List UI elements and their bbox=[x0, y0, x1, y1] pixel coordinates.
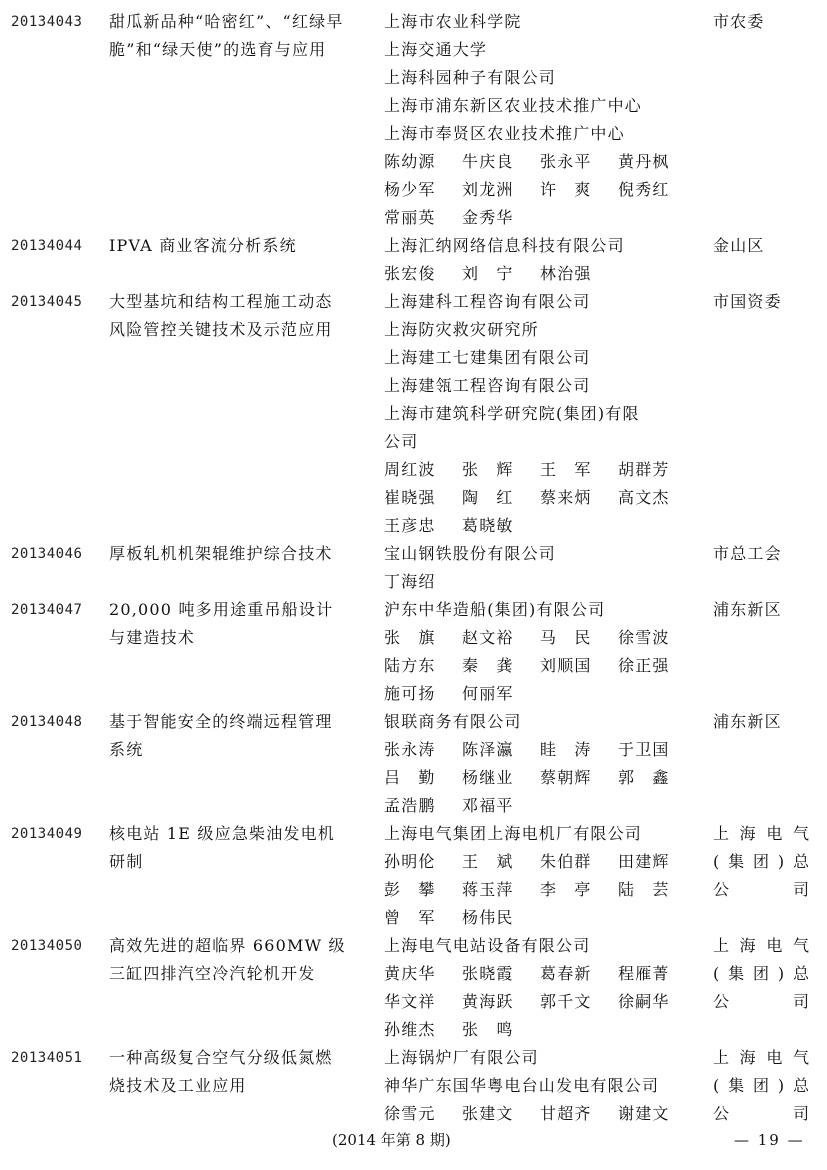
person-name: 徐雪元 bbox=[384, 1104, 436, 1123]
unit-name: 宝山钢铁股份有限公司 bbox=[384, 544, 557, 563]
person-name: 张建文 bbox=[462, 1104, 514, 1123]
project-title bbox=[109, 288, 371, 344]
entry-id: 20134046 bbox=[11, 546, 83, 562]
entry-row bbox=[0, 1044, 827, 1128]
person-name: 程雁菁 bbox=[618, 964, 670, 983]
project-title-line: 大型基坑和结构工程施工动态 bbox=[109, 292, 333, 311]
person-name: 郭 鑫 bbox=[618, 768, 670, 787]
unit-name: 上海电气集团上海电机厂有限公司 bbox=[384, 824, 643, 843]
person-name: 眭 涛 bbox=[540, 740, 592, 759]
person-name: 林治强 bbox=[540, 264, 592, 283]
page-footer bbox=[0, 1126, 827, 1154]
unit-name: 上海电气电站设备有限公司 bbox=[384, 936, 591, 955]
person-name: 张宏俊 bbox=[384, 264, 436, 283]
project-title bbox=[109, 540, 371, 568]
person-name: 李 亭 bbox=[540, 880, 592, 899]
people-line bbox=[384, 876, 704, 904]
person-name: 于卫国 bbox=[618, 740, 670, 759]
person-name: 张 旗 bbox=[384, 628, 436, 647]
person-name: 孙明伦 bbox=[384, 852, 436, 871]
project-title-line: 厚板轧机机架辊维护综合技术 bbox=[109, 544, 333, 563]
people-line bbox=[384, 260, 704, 288]
recommending-unit bbox=[713, 288, 813, 316]
project-title-line: 20,000 吨多用途重吊船设计 bbox=[109, 600, 334, 619]
completing-units bbox=[384, 820, 704, 932]
recommending-unit bbox=[713, 232, 813, 260]
person-name: 杨伟民 bbox=[462, 908, 514, 927]
people-line bbox=[384, 680, 704, 708]
project-title-line: 风险管控关键技术及示范应用 bbox=[109, 320, 333, 339]
entry-id: 20134050 bbox=[11, 938, 83, 954]
person-name: 胡群芳 bbox=[618, 460, 670, 479]
recommending-unit bbox=[713, 820, 813, 904]
project-title-line: 烧技术及工业应用 bbox=[109, 1076, 247, 1095]
project-title-line: 研制 bbox=[109, 852, 144, 871]
person-name: 孙维杰 bbox=[384, 1020, 436, 1039]
entry-id: 20134049 bbox=[11, 826, 83, 842]
unit-name: 银联商务有限公司 bbox=[384, 712, 522, 731]
person-name: 高文杰 bbox=[618, 488, 670, 507]
recommender-line: 公 司 bbox=[713, 1104, 809, 1123]
person-name: 华文祥 bbox=[384, 992, 436, 1011]
person-name: 赵文裕 bbox=[462, 628, 514, 647]
project-title bbox=[109, 8, 371, 64]
person-name: 张永平 bbox=[540, 152, 592, 171]
person-name: 杨少军 bbox=[384, 180, 436, 199]
people-line bbox=[384, 764, 704, 792]
recommender-line: 浦东新区 bbox=[713, 712, 782, 731]
project-title-line: 与建造技术 bbox=[109, 628, 196, 647]
unit-name: 上海汇纳网络信息科技有限公司 bbox=[384, 236, 625, 255]
entry-id: 20134044 bbox=[11, 238, 83, 254]
unit-name: 上海市建筑科学研究院(集团)有限 bbox=[384, 404, 640, 423]
person-name: 周红波 bbox=[384, 460, 436, 479]
unit-name: 神华广东国华粤电台山发电有限公司 bbox=[384, 1076, 660, 1095]
recommender-line: 公 司 bbox=[713, 880, 809, 899]
person-name: 丁海绍 bbox=[384, 572, 436, 591]
recommending-unit bbox=[713, 540, 813, 568]
person-name: 黄庆华 bbox=[384, 964, 436, 983]
recommender-line: 浦东新区 bbox=[713, 600, 782, 619]
person-name: 田建辉 bbox=[618, 852, 670, 871]
people-line bbox=[384, 652, 704, 680]
person-name: 张 鸣 bbox=[462, 1020, 514, 1039]
unit-name: 上海防灾救灾研究所 bbox=[384, 320, 539, 339]
person-name: 刘龙洲 bbox=[462, 180, 514, 199]
project-title bbox=[109, 708, 371, 764]
unit-name: 上海市农业科学院 bbox=[384, 12, 522, 31]
people-line bbox=[384, 792, 704, 820]
person-name: 陈幼源 bbox=[384, 152, 436, 171]
person-name: 秦 龚 bbox=[462, 656, 514, 675]
recommender-line: 上 海 电 气 bbox=[713, 936, 809, 955]
person-name: 许 爽 bbox=[540, 180, 592, 199]
person-name: 陈泽瀛 bbox=[462, 740, 514, 759]
completing-units bbox=[384, 232, 704, 288]
people-line bbox=[384, 148, 704, 176]
person-name: 陶 红 bbox=[462, 488, 514, 507]
project-title-line: 三缸四排汽空冷汽轮机开发 bbox=[109, 964, 316, 983]
people-line bbox=[384, 848, 704, 876]
recommender-line: ( 集 团 ) 总 bbox=[713, 964, 809, 983]
person-name: 牛庆良 bbox=[462, 152, 514, 171]
person-name: 常丽英 bbox=[384, 208, 436, 227]
person-name: 陆 芸 bbox=[618, 880, 670, 899]
people-line bbox=[384, 1016, 704, 1044]
person-name: 施可扬 bbox=[384, 684, 436, 703]
entry-row bbox=[0, 8, 827, 232]
project-title bbox=[109, 232, 371, 260]
issue-label: (2014 年第 8 期) bbox=[332, 1131, 451, 1149]
entry-row bbox=[0, 932, 827, 1044]
person-name: 黄丹枫 bbox=[618, 152, 670, 171]
page-number: — 19 — bbox=[734, 1131, 805, 1149]
completing-units bbox=[384, 1044, 704, 1128]
recommender-line: 上 海 电 气 bbox=[713, 824, 809, 843]
person-name: 彭 攀 bbox=[384, 880, 436, 899]
project-title-line: 系统 bbox=[109, 740, 144, 759]
project-title-line: 甜瓜新品种“哈密红”、“红绿早 bbox=[109, 12, 344, 31]
person-name: 王 斌 bbox=[462, 852, 514, 871]
recommending-unit bbox=[713, 8, 813, 36]
entry-id: 20134045 bbox=[11, 294, 83, 310]
recommending-unit bbox=[713, 932, 813, 1016]
unit-name: 上海建工七建集团有限公司 bbox=[384, 348, 591, 367]
person-name: 孟浩鹏 bbox=[384, 796, 436, 815]
person-name: 张 辉 bbox=[462, 460, 514, 479]
project-title bbox=[109, 596, 371, 652]
recommender-line: 市总工会 bbox=[713, 544, 782, 563]
entry-id: 20134048 bbox=[11, 714, 83, 730]
person-name: 郭千文 bbox=[540, 992, 592, 1011]
entry-id: 20134047 bbox=[11, 602, 83, 618]
person-name: 张永涛 bbox=[384, 740, 436, 759]
people-line bbox=[384, 176, 704, 204]
person-name: 徐正强 bbox=[618, 656, 670, 675]
recommender-line: ( 集 团 ) 总 bbox=[713, 852, 809, 871]
person-name: 倪秀红 bbox=[618, 180, 670, 199]
person-name: 谢建文 bbox=[618, 1104, 670, 1123]
award-list bbox=[0, 8, 827, 1128]
unit-name: 上海锅炉厂有限公司 bbox=[384, 1048, 539, 1067]
people-line bbox=[384, 624, 704, 652]
completing-units bbox=[384, 596, 704, 708]
entry-row bbox=[0, 708, 827, 820]
entry-row bbox=[0, 820, 827, 932]
unit-name: 上海市奉贤区农业技术推广中心 bbox=[384, 124, 625, 143]
entry-id: 20134043 bbox=[11, 14, 83, 30]
completing-units bbox=[384, 932, 704, 1044]
person-name: 曾 军 bbox=[384, 908, 436, 927]
completing-units bbox=[384, 708, 704, 820]
unit-name: 沪东中华造船(集团)有限公司 bbox=[384, 600, 606, 619]
people-line bbox=[384, 456, 704, 484]
person-name: 金秀华 bbox=[462, 208, 514, 227]
person-name: 蒋玉萍 bbox=[462, 880, 514, 899]
recommender-line: ( 集 团 ) 总 bbox=[713, 1076, 809, 1095]
unit-name: 上海建科工程咨询有限公司 bbox=[384, 292, 591, 311]
unit-name: 上海市浦东新区农业技术推广中心 bbox=[384, 96, 643, 115]
recommending-unit bbox=[713, 596, 813, 624]
project-title-line: 核电站 1E 级应急柴油发电机 bbox=[109, 824, 336, 843]
people-line bbox=[384, 960, 704, 988]
recommender-line: 市农委 bbox=[713, 12, 765, 31]
person-name: 徐嗣华 bbox=[618, 992, 670, 1011]
person-name: 朱伯群 bbox=[540, 852, 592, 871]
recommending-unit bbox=[713, 1044, 813, 1128]
completing-units bbox=[384, 288, 704, 540]
project-title bbox=[109, 820, 371, 876]
people-line bbox=[384, 512, 704, 540]
person-name: 甘超齐 bbox=[540, 1104, 592, 1123]
recommender-line: 上 海 电 气 bbox=[713, 1048, 809, 1067]
person-name: 崔晓强 bbox=[384, 488, 436, 507]
project-title-line: 高效先进的超临界 660MW 级 bbox=[109, 936, 346, 955]
recommender-line: 公 司 bbox=[713, 992, 809, 1011]
people-line bbox=[384, 988, 704, 1016]
person-name: 王彦忠 bbox=[384, 516, 436, 535]
people-line bbox=[384, 568, 704, 596]
person-name: 蔡朝辉 bbox=[540, 768, 592, 787]
person-name: 马 民 bbox=[540, 628, 592, 647]
person-name: 邓福平 bbox=[462, 796, 514, 815]
person-name: 葛晓敏 bbox=[462, 516, 514, 535]
entry-id: 20134051 bbox=[11, 1050, 83, 1066]
unit-name: 上海科园种子有限公司 bbox=[384, 68, 557, 87]
project-title-line: 基于智能安全的终端远程管理 bbox=[109, 712, 333, 731]
entry-row bbox=[0, 540, 827, 596]
person-name: 吕 勤 bbox=[384, 768, 436, 787]
people-line bbox=[384, 484, 704, 512]
unit-name: 公司 bbox=[384, 432, 419, 451]
unit-name: 上海建瓴工程咨询有限公司 bbox=[384, 376, 591, 395]
completing-units bbox=[384, 540, 704, 596]
people-line bbox=[384, 1100, 704, 1128]
recommending-unit bbox=[713, 708, 813, 736]
person-name: 王 军 bbox=[540, 460, 592, 479]
people-line bbox=[384, 736, 704, 764]
recommender-line: 市国资委 bbox=[713, 292, 782, 311]
recommender-line: 金山区 bbox=[713, 236, 765, 255]
project-title-line: 脆”和“绿天使”的选育与应用 bbox=[109, 40, 327, 59]
entry-row bbox=[0, 232, 827, 288]
completing-units bbox=[384, 8, 704, 232]
person-name: 杨继业 bbox=[462, 768, 514, 787]
person-name: 蔡来炳 bbox=[540, 488, 592, 507]
unit-name: 上海交通大学 bbox=[384, 40, 488, 59]
entry-row bbox=[0, 288, 827, 540]
people-line bbox=[384, 904, 704, 932]
project-title bbox=[109, 1044, 371, 1100]
person-name: 徐雪波 bbox=[618, 628, 670, 647]
person-name: 刘 宁 bbox=[462, 264, 514, 283]
entry-row bbox=[0, 596, 827, 708]
person-name: 葛春新 bbox=[540, 964, 592, 983]
person-name: 何丽军 bbox=[462, 684, 514, 703]
person-name: 张晓霞 bbox=[462, 964, 514, 983]
people-line bbox=[384, 204, 704, 232]
project-title bbox=[109, 932, 371, 988]
project-title-line: 一种高级复合空气分级低氮燃 bbox=[109, 1048, 333, 1067]
project-title-line: IPVA 商业客流分析系统 bbox=[109, 236, 297, 255]
person-name: 刘顺国 bbox=[540, 656, 592, 675]
person-name: 黄海跃 bbox=[462, 992, 514, 1011]
person-name: 陆方东 bbox=[384, 656, 436, 675]
